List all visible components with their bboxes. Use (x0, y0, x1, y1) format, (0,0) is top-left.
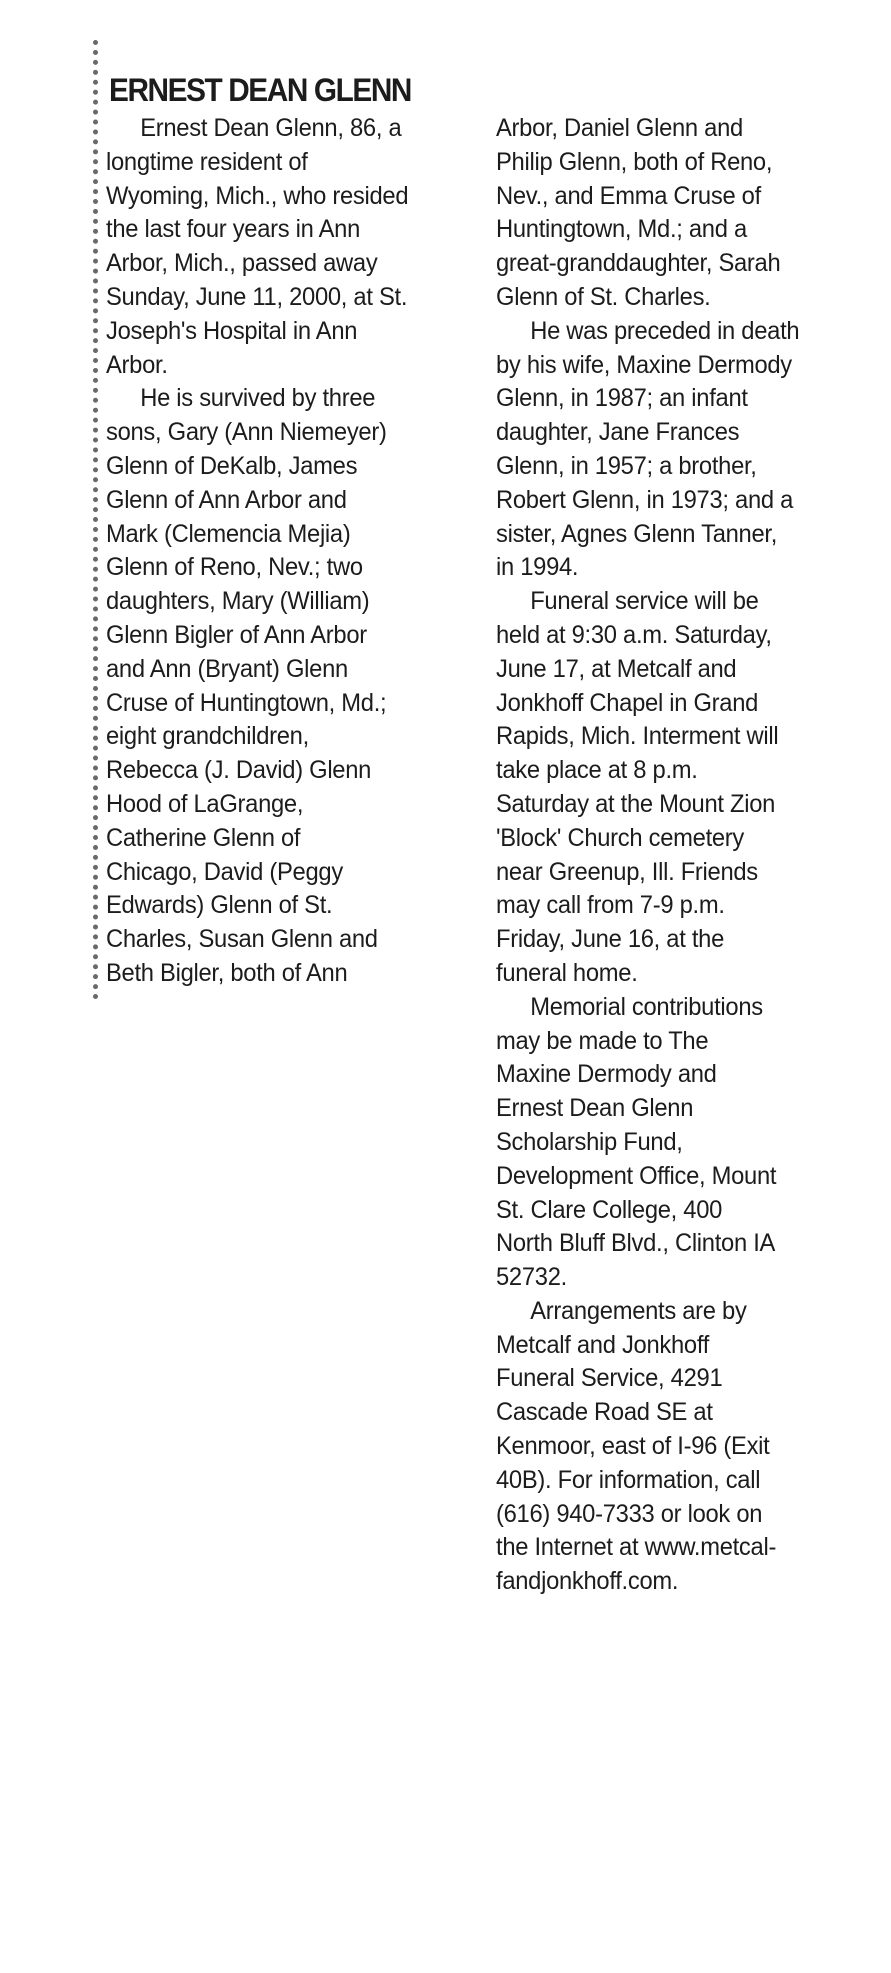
text-line: Jonkhoff Chapel in Grand (496, 688, 759, 717)
text-line: Rapids, Mich. Interment will (496, 722, 779, 751)
text-line: 52732. (496, 1263, 567, 1292)
text-line: great-granddaughter, Sarah (496, 249, 781, 278)
text-line: sister, Agnes Glenn Tanner, (496, 519, 778, 548)
text-line: Chicago, David (Peggy (106, 857, 343, 886)
text-line: daughter, Jane Frances (496, 418, 740, 447)
text-line: Glenn, in 1957; a brother, (496, 451, 757, 480)
text-line: Arbor, Daniel Glenn and (496, 114, 743, 142)
text-line: 40B). For information, call (496, 1465, 761, 1494)
text-line: held at 9:30 a.m. Saturday, (496, 620, 772, 649)
text-line: Huntingtown, Md.; and a (496, 215, 747, 244)
text-line: may be made to The (496, 1026, 709, 1055)
text-line: Kenmoor, east of I-96 (Exit (496, 1432, 770, 1461)
text-line: Cruse of Huntingtown, Md.; (106, 688, 387, 717)
text-line: North Bluff Blvd., Clinton IA (496, 1229, 776, 1258)
text-line: Friday, June 16, at the (496, 925, 724, 954)
text-line: Scholarship Fund, (496, 1127, 683, 1156)
text-line: Charles, Susan Glenn and (106, 925, 378, 954)
text-line: Metcalf and Jonkhoff (496, 1330, 710, 1359)
text-line: Glenn of Reno, Nev.; two (106, 553, 363, 582)
text-line: Development Office, Mount (496, 1161, 777, 1190)
text-line: Arrangements are by (530, 1296, 747, 1325)
text-line: Ernest Dean Glenn (496, 1094, 694, 1123)
text-column-1 (106, 112, 424, 991)
text-line: longtime resident of (106, 147, 308, 176)
text-line: Memorial contributions (530, 992, 763, 1021)
text-line: the last four years in Ann (106, 215, 360, 244)
text-line: sons, Gary (Ann Niemeyer) (106, 418, 387, 447)
text-line: Cascade Road SE at (496, 1398, 713, 1427)
text-line: Hood of LaGrange, (106, 789, 304, 818)
obituary-title: ERNEST DEAN GLENN (109, 72, 412, 108)
text-line: Robert Glenn, in 1973; and a (496, 485, 794, 514)
text-line: Joseph's Hospital in Ann (106, 316, 358, 345)
text-line: Philip Glenn, both of Reno, (496, 147, 773, 176)
text-line: Glenn of DeKalb, James (106, 451, 358, 480)
text-line: St. Clare College, 400 (496, 1195, 723, 1224)
text-line: Glenn, in 1987; an infant (496, 384, 748, 413)
text-line: Maxine Dermody and (496, 1060, 717, 1089)
text-line: 'Block' Church cemetery (496, 823, 745, 852)
text-line: Wyoming, Mich., who resided (106, 181, 409, 210)
column-dotted-rule (93, 40, 103, 1000)
text-line: He was preceded in death (530, 316, 800, 345)
text-line: take place at 8 p.m. (496, 756, 698, 785)
text-line: the Internet at www.metcal- (496, 1533, 777, 1562)
text-column-2 (496, 112, 815, 1599)
text-line: Edwards) Glenn of St. (106, 891, 333, 920)
text-line: Funeral service will be (530, 587, 759, 616)
text-line: by his wife, Maxine Dermody (496, 350, 792, 379)
text-line: Funeral Service, 4291 (496, 1364, 723, 1393)
text-line: Saturday at the Mount Zion (496, 789, 776, 818)
text-line: He is survived by three (140, 384, 376, 413)
text-line: eight grandchildren, (106, 722, 309, 751)
text-line: funeral home. (496, 958, 638, 987)
text-line: Rebecca (J. David) Glenn (106, 756, 372, 785)
text-line: near Greenup, Ill. Friends (496, 857, 758, 886)
text-line: Beth Bigler, both of Ann (106, 958, 348, 987)
text-line: and Ann (Bryant) Glenn (106, 654, 348, 683)
text-line: Mark (Clemencia Mejia) (106, 519, 351, 548)
text-line: Glenn of St. Charles. (496, 282, 711, 311)
text-line: Ernest Dean Glenn, 86, a (140, 114, 402, 142)
text-line: Arbor, Mich., passed away (106, 249, 378, 278)
text-line: June 17, at Metcalf and (496, 654, 737, 683)
text-line: (616) 940-7333 or look on (496, 1499, 763, 1528)
text-line: Arbor. (106, 350, 168, 379)
text-line: fandjonkhoff.com. (496, 1567, 679, 1596)
text-line: may call from 7-9 p.m. (496, 891, 725, 920)
text-line: Catherine Glenn of (106, 823, 301, 852)
text-line: in 1994. (496, 553, 579, 582)
text-line: Glenn Bigler of Ann Arbor (106, 620, 367, 649)
text-line: Sunday, June 11, 2000, at St. (106, 282, 408, 311)
text-line: Glenn of Ann Arbor and (106, 485, 347, 514)
text-line: daughters, Mary (William) (106, 587, 370, 616)
text-line: Nev., and Emma Cruse of (496, 181, 761, 210)
